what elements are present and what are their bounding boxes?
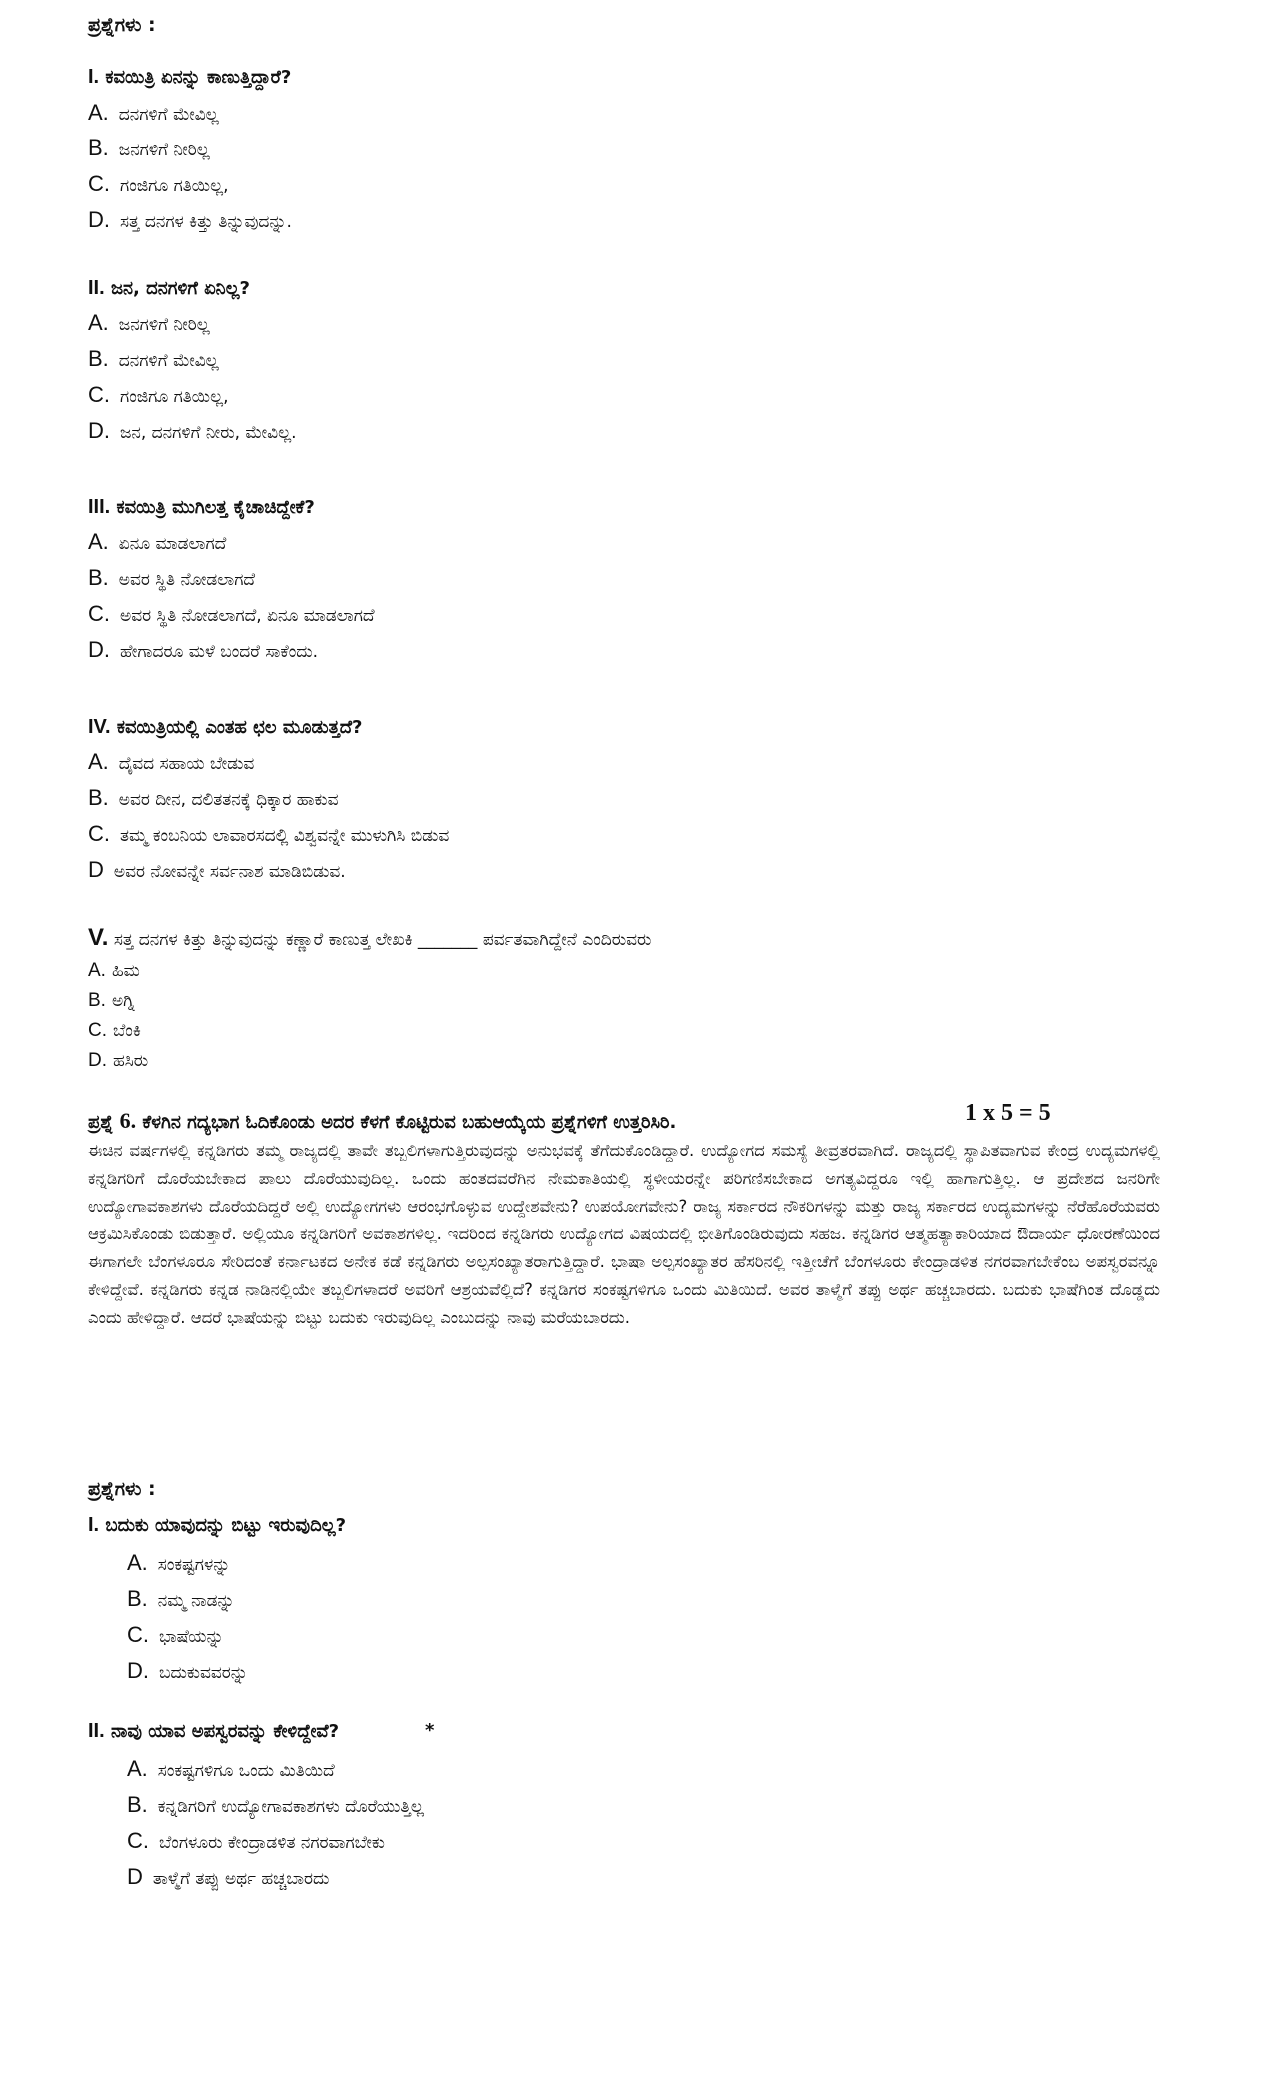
option	[88, 1020, 141, 1042]
option	[88, 960, 140, 982]
option-text: ತಮ್ಮ ಕಂಬನಿಯ ಲಾವಾರಸದಲ್ಲಿ ವಿಶ್ವವನ್ನೇ ಮುಳುಗಿಸಿ ಬಿಡುವ	[120, 826, 450, 846]
option	[127, 1792, 424, 1818]
option-text: ಗಂಜಿಗೂ ಗತಿಯಿಲ್ಲ,	[120, 176, 229, 196]
option-text: ಗಂಜಿಗೂ ಗತಿಯಿಲ್ಲ,	[120, 387, 229, 407]
question-text: ಕವಯಿತ್ರಿಯಲ್ಲಿ ಎಂತಹ ಛಲ ಮೂಡುತ್ತದೆ?	[116, 717, 363, 738]
question-1	[88, 1514, 346, 1537]
option-text: ಜನಗಳಿಗೆ ನೀರಿಲ್ಲ	[118, 140, 210, 160]
option-text: ದೈವದ ಸಹಾಯ ಬೇಡುವ	[118, 754, 255, 774]
question-2	[88, 277, 250, 300]
question-number: II.	[88, 1720, 105, 1742]
option-letter: B.	[127, 1792, 148, 1817]
option-text: ದನಗಳಿಗೆ ಮೇವಿಲ್ಲ	[118, 351, 219, 371]
option-letter: C.	[127, 1828, 149, 1853]
option-text: ಏನೂ ಮಾಡಲಾಗದೆ	[118, 534, 227, 554]
section-heading: ಪ್ರಶ್ನೆಗಳು :	[88, 1478, 156, 1500]
question-number: V.	[88, 924, 109, 951]
option	[127, 1828, 385, 1854]
option	[88, 785, 338, 811]
option	[88, 637, 318, 663]
option-letter: D.	[88, 207, 110, 232]
option-letter: B.	[88, 346, 109, 371]
option-letter: C.	[88, 601, 110, 626]
option	[127, 1586, 235, 1612]
option-text: ಬೆಂಗಳೂರು ಕೇಂದ್ರಾಡಳಿತ ನಗರವಾಗಬೇಕು	[159, 1833, 385, 1853]
option-text: ನಮ್ಮ ನಾಡನ್ನು	[157, 1591, 235, 1611]
option-letter: C.	[88, 1020, 107, 1041]
option-letter: D	[127, 1864, 143, 1889]
option	[88, 207, 292, 233]
option-letter: D.	[88, 418, 110, 443]
option-text: ಹಿಮ	[111, 961, 140, 981]
option	[88, 529, 226, 555]
option-text: ಹೇಗಾದರೂ ಮಳೆ ಬಂದರೆ ಸಾಕೆಂದು.	[120, 642, 319, 662]
option-letter: B.	[88, 785, 109, 810]
option-text: ತಾಳ್ಮೆಗೆ ತಪ್ಪು ಅರ್ಥ ಹಚ್ಚಬಾರದು	[152, 1869, 330, 1889]
question-text: ನಾವು ಯಾವ ಅಪಸ್ವರವನ್ನು ಕೇಳಿದ್ದೇವೆ?	[110, 1721, 340, 1742]
option-text: ಸಂಕಷ್ಟಗಳನ್ನು	[157, 1555, 231, 1575]
option-letter: C.	[127, 1622, 149, 1647]
question-number: II.	[88, 277, 105, 299]
option	[88, 135, 210, 161]
question-text: ಬದುಕು ಯಾವುದನ್ನು ಬಿಟ್ಟು ಇರುವುದಿಲ್ಲ?	[105, 1515, 347, 1536]
option	[127, 1864, 329, 1890]
question-5	[88, 924, 651, 952]
question-1	[88, 66, 291, 89]
question-3	[88, 496, 315, 519]
option	[88, 749, 254, 775]
option-text: ಕನ್ನಡಿಗರಿಗೆ ಉದ್ಯೋಗಾವಕಾಶಗಳು ದೊರೆಯುತ್ತಿಲ್ಲ	[157, 1797, 424, 1817]
option-text: ಸಂಕಷ್ಟಗಳಿಗೂ ಒಂದು ಮಿತಿಯಿದೆ	[157, 1761, 335, 1781]
option-text: ಅಗ್ನಿ	[111, 991, 135, 1011]
question-6-number: 6.	[119, 1108, 137, 1133]
option-letter: D.	[88, 1050, 107, 1071]
option-letter: A.	[88, 310, 109, 335]
option-text: ಹಸಿರು	[113, 1051, 149, 1071]
option-text: ಅವರ ನೋವನ್ನೇ ಸರ್ವನಾಶ ಮಾಡಿಬಿಡುವ.	[113, 862, 346, 882]
option-letter: A.	[127, 1550, 148, 1575]
section-heading: ಪ್ರಶ್ನೆಗಳು :	[88, 14, 156, 36]
question-text: ಸತ್ತ ದನಗಳ ಕಿತ್ತು ತಿನ್ನುವುದನ್ನು ಕಣ್ಣಾರೆ ಕಾಣುತ್ತ ಲೇಖಕಿ _______ ಪರ್ವತವಾಗಿದ್ದೇನೆ ಎಂದಿರುವರು	[113, 930, 652, 950]
question-6-text: ಕೆಳಗಿನ ಗದ್ಯಭಾಗ ಓದಿಕೊಂಡು ಅದರ ಕೆಳಗೆ ಕೊಟ್ಟಿರುವ ಬಹುಆಯ್ಕೆಯ ಪ್ರಶ್ನೆಗಳಿಗೆ ಉತ್ತರಿಸಿರಿ.	[142, 1112, 677, 1133]
option-text: ಸತ್ತ ದನಗಳ ಕಿತ್ತು ತಿನ್ನುವುದನ್ನು.	[120, 212, 292, 232]
option-letter: C.	[88, 821, 110, 846]
option	[88, 565, 255, 591]
option	[88, 171, 229, 197]
option-letter: C.	[88, 382, 110, 407]
option	[88, 821, 449, 847]
option-letter: A.	[127, 1756, 148, 1781]
marks-scheme: 1 x 5 = 5	[965, 1100, 1051, 1126]
option-text: ಅವರ ಸ್ಥಿತಿ ನೋಡಲಾಗದೆ, ಏನೂ ಮಾಡಲಾಗದೆ	[120, 606, 375, 626]
option-text: ಜನ, ದನಗಳಿಗೆ ನೀರು, ಮೇವಿಲ್ಲ.	[120, 423, 297, 443]
option-letter: B.	[127, 1586, 148, 1611]
question-2	[88, 1720, 339, 1743]
option-letter: A.	[88, 100, 109, 125]
option-text: ಬೆಂಕಿ	[113, 1021, 141, 1041]
question-number: III.	[88, 496, 111, 518]
question-text: ಕವಯಿತ್ರಿ ಮುಗಿಲತ್ತ ಕೈಚಾಚಿದ್ದೇಕೆ?	[116, 497, 315, 518]
question-text: ಕವಯಿತ್ರಿ ಏನನ್ನು ಕಾಣುತ್ತಿದ್ದಾರೆ?	[105, 67, 292, 88]
option	[88, 857, 346, 883]
option	[127, 1658, 248, 1684]
question-number: I.	[88, 66, 100, 88]
option-text: ಬದುಕುವವರನ್ನು	[159, 1663, 248, 1683]
option	[88, 990, 135, 1012]
option-text: ಅವರ ದೀನ, ದಲಿತತನಕ್ಕೆ ಧಿಕ್ಕಾರ ಹಾಕುವ	[118, 790, 339, 810]
option-letter: D.	[88, 637, 110, 662]
option-text: ಜನಗಳಿಗೆ ನೀರಿಲ್ಲ	[118, 315, 210, 335]
asterisk-mark: *	[425, 1720, 435, 1741]
question-number: I.	[88, 1514, 100, 1536]
option	[88, 382, 229, 408]
option-letter: B.	[88, 135, 109, 160]
question-number: IV.	[88, 716, 111, 738]
option-text: ದನಗಳಿಗೆ ಮೇವಿಲ್ಲ	[118, 105, 219, 125]
option	[127, 1550, 230, 1576]
option-letter: D.	[127, 1658, 149, 1683]
question-4	[88, 716, 363, 739]
option-letter: A.	[88, 749, 109, 774]
option-letter: C.	[88, 171, 110, 196]
question-6-instruction	[88, 1108, 676, 1134]
option-letter: B.	[88, 565, 109, 590]
option-letter: B.	[88, 990, 106, 1011]
option	[88, 601, 375, 627]
option-letter: D	[88, 857, 104, 882]
option	[88, 1050, 148, 1072]
option	[88, 100, 219, 126]
question-6-prefix: ಪ್ರಶ್ನೆ	[88, 1112, 114, 1133]
option-text: ಭಾಷೆಯನ್ನು	[159, 1627, 224, 1647]
option-letter: A.	[88, 529, 109, 554]
option-letter: A.	[88, 960, 106, 981]
option	[88, 418, 297, 444]
option	[127, 1622, 224, 1648]
option	[88, 346, 219, 372]
question-text: ಜನ, ದನಗಳಿಗೆ ಏನಿಲ್ಲ?	[110, 278, 250, 299]
option-text: ಅವರ ಸ್ಥಿತಿ ನೋಡಲಾಗದೆ	[118, 570, 256, 590]
option	[88, 310, 210, 336]
reading-passage: ಈಚಿನ ವರ್ಷಗಳಲ್ಲಿ ಕನ್ನಡಿಗರು ತಮ್ಮ ರಾಜ್ಯದಲ್ಲಿ ತಾವೇ ತಬ್ಬಲಿಗಳಾಗುತ್ತಿರುವುದನ್ನು ಅನುಭವಕ್ಕೆ ತೆಗೆದುಕೊಂಡಿದ್ದಾರೆ. ಉದ್ಯೋಗದ ಸಮಸ್ಯೆ ತೀವ್ರತರವಾಗಿದೆ. ರಾಜ್ಯದಲ್ಲಿ ಸ್ಥಾಪಿತವಾಗುವ ಕೇಂದ್ರ ಉದ್ಯಮಗಳಲ್ಲಿ ಕನ್ನಡಿಗರಿಗೆ ದೊರೆಯಬೇಕಾದ ಪಾಲು ದೊರೆಯುವುದಿಲ್ಲ. ಒಂದು ಹಂತದವರೆಗಿನ ನೇಮಕಾತಿಯಲ್ಲಿ ಸ್ಥಳೀಯರನ್ನೇ ಪರಿಗಣಿಸಬೇಕಾದ ಅಗತ್ಯವಿದ್ದರೂ ಇಲ್ಲಿ ಹಾಗಾಗುತ್ತಿಲ್ಲ. ಆ ಪ್ರದೇಶದ ಜನರಿಗೇ ಉದ್ಯೋಗಾವಕಾಶಗಳು ದೊರೆಯದಿದ್ದರೆ ಅಲ್ಲಿ ಉದ್ಯೋಗಗಳು ಆರಂಭಗೊಳ್ಳುವ ಉದ್ದೇಶವೇನು? ಉಪಯೋಗವೇನು? ರಾಜ್ಯ ಸರ್ಕಾರದ ನೌಕರಿಗಳನ್ನು ಮತ್ತು ರಾಜ್ಯ ಸರ್ಕಾರದ ಉದ್ಯಮಗಳನ್ನು ನೆರೆಹೊರೆಯವರು ಆಕ್ರಮಿಸಿಕೊಂಡು ಬಿಡುತ್ತಾರೆ. ಅಲ್ಲಿಯೂ ಕನ್ನಡಿಗರಿಗೆ ಅವಕಾಶಗಳಿಲ್ಲ. ಇದರಿಂದ ಕನ್ನಡಿಗರು ಉದ್ಯೋಗದ ವಿಷಯದಲ್ಲಿ ಭೀತಿಗೊಂಡಿರುವುದು ಸಹಜ. ಕನ್ನಡಿಗರ ಆತ್ಮಹತ್ಯಾಕಾರಿಯಾದ ಔದಾರ್ಯ ಧೋರಣೆಯಿಂದ ಈಗಾಗಲೇ ಬೆಂಗಳೂರೂ ಸೇರಿದಂತೆ ಕರ್ನಾಟಕದ ಅನೇಕ ಕಡೆ ಕನ್ನಡಿಗರು ಅಲ್ಪಸಂಖ್ಯಾತರಾಗುತ್ತಿದ್ದಾರೆ. ಭಾಷಾ ಅಲ್ಪಸಂಖ್ಯಾತರ ಹೆಸರಿನಲ್ಲಿ ಇತ್ತೀಚೆಗೆ ಬೆಂಗಳೂರು ಕೇಂದ್ರಾಡಳಿತ ನಗರವಾಗಬೇಕೆಂಬ ಅಪಸ್ವರವನ್ನೂ ಕೇಳಿದ್ದೇವೆ. ಕನ್ನಡಿಗರು ಕನ್ನಡ ನಾಡಿನಲ್ಲಿಯೇ ತಬ್ಬಲಿಗಳಾದರೆ ಅವರಿಗೆ ಆಶ್ರಯವೆಲ್ಲಿದೆ? ಕನ್ನಡಿಗರ ಸಂಕಷ್ಟಗಳಿಗೂ ಒಂದು ಮಿತಿಯಿದೆ. ಅವರ ತಾಳ್ಮೆಗೆ ತಪ್ಪು ಅರ್ಥ ಹಚ್ಚಬಾರದು. ಬದುಕು ಭಾಷೆಗಿಂತ ದೊಡ್ಡದು ಎಂದು ಹೇಳಿದ್ದಾರೆ. ಆದರೆ ಭಾಷೆಯನ್ನು ಬಿಟ್ಟು ಬದುಕು ಇರುವುದಿಲ್ಲ ಎಂಬುದನ್ನು ನಾವು ಮರೆಯಬಾರದು.	[88, 1141, 1160, 1327]
option	[127, 1756, 335, 1782]
